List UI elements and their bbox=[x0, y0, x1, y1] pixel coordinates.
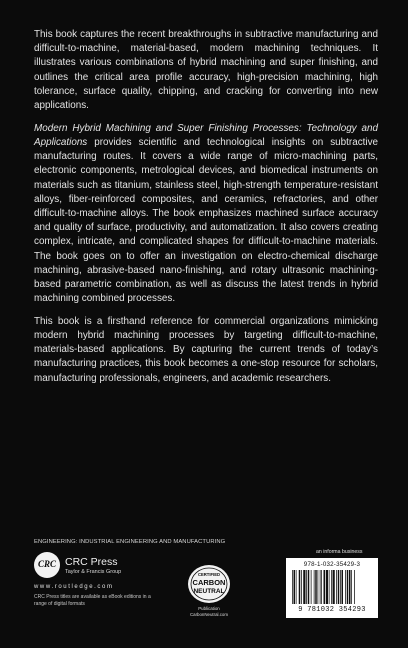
barcode-bar bbox=[299, 570, 301, 604]
barcode-bar bbox=[351, 570, 352, 604]
cert-line-2: CARBON bbox=[192, 578, 226, 587]
crc-logo-text: CRC bbox=[37, 559, 56, 569]
cert-line-3: NEUTRAL bbox=[193, 588, 225, 595]
isbn-barcode-block bbox=[286, 558, 378, 618]
barcode-bar bbox=[345, 570, 346, 604]
barcode-bar bbox=[296, 570, 297, 604]
barcode-bar bbox=[303, 570, 305, 604]
publisher-name: CRC Press bbox=[65, 556, 118, 568]
barcode-bar bbox=[306, 570, 307, 604]
blurb-paragraph-3: This book is a firsthand reference for commercial organizations mimicking modern hybrid machining processes by targeting difficult-to-machine, materials-based applications. By capturing the current trends of today’s manufacturing practices, this book becomes a one-stop resource for scholars, manufacturing professionals, engineers, and academic researchers. bbox=[34, 315, 378, 384]
barcode-bar bbox=[354, 570, 355, 604]
barcode-icon bbox=[292, 570, 372, 604]
blurb bbox=[34, 28, 378, 394]
subject-category: ENGINEERING: INDUSTRIAL ENGINEERING AND MANUFACTURING bbox=[34, 539, 226, 545]
cert-label-line-1: Publication bbox=[198, 606, 220, 611]
barcode-bar bbox=[340, 570, 341, 604]
blurb-paragraph-1: This book captures the recent breakthroughs in subtractive manufacturing and difficult-to-machine, material-based, modern machining techniques. It illustrates various combinations of hybrid machining and super finishing, and outlines the critical area profile accuracy, high-precision machining, high tolerance, surface quality, chipping, and cracking for converting into new applications. bbox=[34, 29, 378, 112]
barcode-bar bbox=[294, 570, 296, 604]
carbon-neutral-badge-icon bbox=[187, 564, 231, 604]
barcode-bar bbox=[315, 570, 317, 604]
informa-business: an informa business bbox=[316, 549, 363, 555]
barcode-bar bbox=[318, 570, 319, 604]
barcode-bar bbox=[324, 570, 326, 604]
ean-number: 9 781032 354293 bbox=[298, 606, 366, 614]
barcode-bar bbox=[320, 570, 321, 604]
barcode-bar bbox=[329, 570, 330, 604]
barcode-bar bbox=[347, 570, 349, 604]
cert-line-1: CERTIFIED bbox=[197, 572, 221, 577]
cert-label bbox=[183, 606, 235, 617]
barcode-bar bbox=[314, 570, 315, 604]
barcode-bar bbox=[301, 570, 302, 604]
cert-label-line-2: CarbonNeutral.com bbox=[189, 611, 229, 617]
barcode-bar bbox=[321, 570, 322, 604]
barcode-bar bbox=[292, 570, 293, 604]
ebook-note: CRC Press titles are available as eBook editions in a range of digital formats bbox=[34, 594, 151, 607]
book-title-italic: Modern Hybrid Machining and Super Finishing Processes: Technology and Applications bbox=[34, 122, 378, 148]
crc-logo-icon bbox=[34, 552, 60, 578]
barcode-bar bbox=[331, 570, 332, 604]
blurb-paragraph-2-body: provides scientific and technological insights on subtractive manufacturing routes. It covers a wide range of micro-machining parts, electronic components, metrological devices, and biomedical instruments on materials such as titanium, stainless steel, high-strength temperature-resistant alloys, fiber-reinforced composites, and ceramics, refractories, and other difficult-to-machine alloys. The book emphasizes machined surface accuracy and quality of surface, productivity, and automatization. It also covers creating complex, intricate, and complicated shapes for difficult-to-machine materials. The book goes on to offer an investigation on electro-chemical discharge machining, abrasive-based nano-finishing, and rotary ultrasonic machining-based parametric combination, as well as discuss the latest trends in hybrid machining combined processes. bbox=[34, 136, 378, 305]
barcode-bar bbox=[308, 570, 310, 604]
publisher-website: www.routledge.com bbox=[34, 584, 114, 590]
barcode-bar bbox=[338, 570, 340, 604]
barcode-bar bbox=[349, 570, 351, 604]
barcode-bar bbox=[311, 570, 312, 604]
publisher-group: Taylor & Francis Group bbox=[65, 569, 122, 575]
barcode-bar bbox=[336, 570, 337, 604]
barcode-bar bbox=[326, 570, 328, 604]
publisher-block bbox=[34, 552, 194, 612]
isbn-number: 978-1-032-35429-3 bbox=[303, 561, 361, 568]
carbon-neutral-certification bbox=[183, 564, 235, 620]
barcode-bar bbox=[333, 570, 335, 604]
barcode-bar bbox=[342, 570, 344, 604]
blurb-paragraph-2 bbox=[34, 122, 378, 307]
